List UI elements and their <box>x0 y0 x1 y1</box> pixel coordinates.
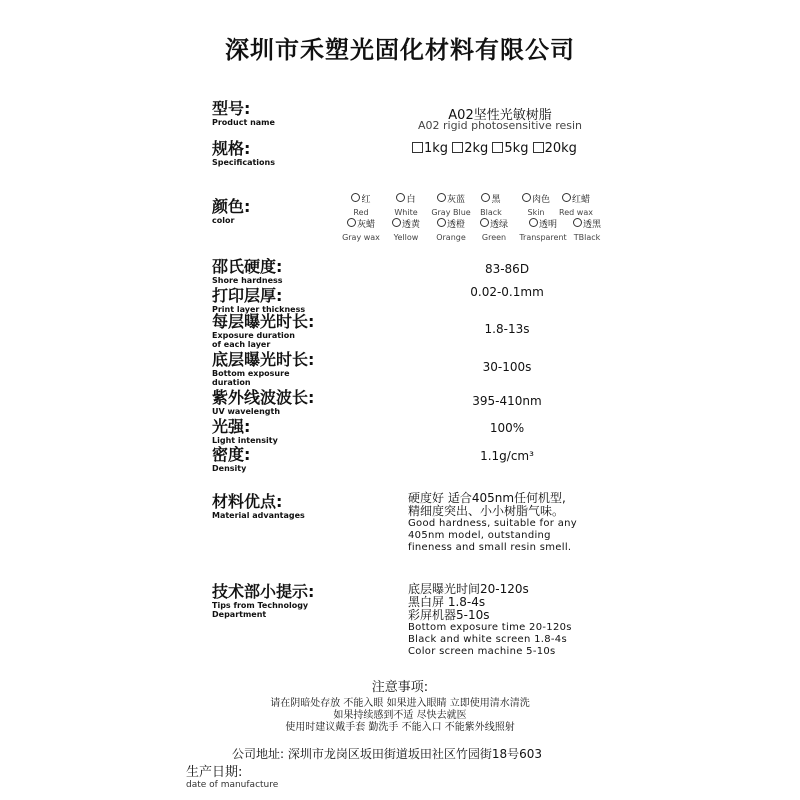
advantages-en-line: fineness and small resin smell. <box>408 542 572 553</box>
advantages-zh-line: 精细度突出、小小树脂气味。 <box>408 504 565 518</box>
radio-icon <box>392 218 401 227</box>
company-address <box>232 745 542 762</box>
tips-label <box>212 583 314 619</box>
color-option-skin[interactable]: 肉色 Skin <box>515 192 557 218</box>
color-option-red-wax[interactable]: 红蜡 Red wax <box>559 195 593 217</box>
radio-icon <box>573 218 582 227</box>
radio-icon <box>529 218 538 227</box>
checkbox-icon <box>452 142 463 153</box>
prop-label-en: duration <box>212 378 251 387</box>
advantages-zh-line: 硬度好 适合405nm任何机型, <box>408 491 566 505</box>
prop-value-bottom-exposure: 30-100s <box>482 360 532 374</box>
tips-zh-line: 底层曝光时间20-120s <box>408 582 529 596</box>
notice-line: 使用时建议戴手套 勤洗手 不能入口 不能紫外线照射 <box>285 722 515 733</box>
radio-icon <box>347 218 356 227</box>
spec-option-20kg[interactable]: 20kg <box>533 141 577 156</box>
prop-label-exposure-layer <box>212 313 314 349</box>
prop-label-en: Exposure duration <box>212 331 295 340</box>
production-label-zh: 生产日期: <box>186 765 243 780</box>
spec-option-5kg[interactable]: 5kg <box>492 141 528 156</box>
color-label-zh: 颜色: <box>212 197 251 216</box>
prop-label-zh: 光强: <box>212 417 251 436</box>
specs-label-en: Specifications <box>212 158 275 167</box>
color-option-gray-wax[interactable]: 灰蜡 Gray wax <box>342 220 380 242</box>
tips-label-zh: 技术部小提示: <box>212 582 315 601</box>
prop-label-zh: 邵氏硬度: <box>212 257 283 276</box>
model-label-en: Product name <box>212 118 275 127</box>
prop-label-zh: 紫外线波波长: <box>212 388 315 407</box>
tips-label-en: Department <box>212 610 267 619</box>
advantages-label <box>212 493 305 520</box>
color-options <box>340 192 610 242</box>
spec-options <box>412 141 577 156</box>
checkbox-icon <box>492 142 503 153</box>
radio-icon <box>522 193 531 202</box>
company-title: 深圳市禾塑光固化材料有限公司 <box>225 36 575 64</box>
notice-line: 请在阴暗处存放 不能入眼 如果进入眼睛 立即使用清水清洗 <box>270 698 530 709</box>
tips-en-line: Color screen machine 5-10s <box>408 646 556 657</box>
radio-icon <box>437 193 446 202</box>
prop-value-density: 1.1g/cm³ <box>480 449 534 463</box>
radio-icon <box>480 218 489 227</box>
prop-label-en: Bottom exposure <box>212 369 290 378</box>
radio-icon <box>351 193 360 202</box>
advantages-en-line: Good hardness, suitable for any <box>408 518 577 529</box>
checkbox-icon <box>533 142 544 153</box>
production-label-en: date of manufacture <box>186 780 279 790</box>
advantages-label-zh: 材料优点: <box>212 492 283 511</box>
color-option-orange[interactable]: 透橙 Orange <box>436 220 466 242</box>
prop-label-layer-thickness <box>212 287 305 314</box>
address-value: 深圳市龙岗区坂田街道坂田社区竹园街18号603 <box>287 747 543 761</box>
color-option-white[interactable]: 白 White <box>394 195 418 217</box>
prop-label-density <box>212 446 250 473</box>
prop-label-light-intensity <box>212 418 278 445</box>
tips-zh-line: 彩屏机器5-10s <box>408 608 490 622</box>
prop-label-zh: 底层曝光时长: <box>212 350 315 369</box>
model-value-zh: A02坚性光敏树脂 <box>448 108 552 123</box>
notice-line: 如果持续感到不适 尽快去就医 <box>333 710 467 721</box>
radio-icon <box>437 218 446 227</box>
prop-label-en: Density <box>212 464 247 473</box>
prop-value-light-intensity: 100% <box>489 421 525 435</box>
prop-value-uv-wavelength: 395-410nm <box>472 394 542 408</box>
spec-option-2kg[interactable]: 2kg <box>452 141 488 156</box>
color-option-red[interactable]: 红 Red <box>353 195 371 217</box>
color-label-en: color <box>212 216 235 225</box>
color-label <box>212 198 250 225</box>
tips-text <box>408 583 572 658</box>
model-value-en: A02 rigid photosensitive resin <box>417 119 583 132</box>
tips-zh-line: 黑白屏 1.8-4s <box>408 595 486 609</box>
color-option-black[interactable]: 黑 Black <box>480 195 502 217</box>
advantages-text <box>408 492 577 554</box>
color-option-transparent[interactable]: 透明 Transparent <box>519 220 567 242</box>
radio-icon <box>396 193 405 202</box>
prop-label-shore <box>212 258 283 285</box>
prop-label-en: Light intensity <box>212 436 278 445</box>
prop-value-exposure-layer: 1.8-13s <box>484 322 530 336</box>
radio-icon <box>562 193 571 202</box>
color-option-tblack[interactable]: 透黑 TBlack <box>573 220 601 242</box>
model-label <box>212 100 275 127</box>
color-option-yellow[interactable]: 透黄 Yellow <box>393 220 420 242</box>
production-date <box>186 766 278 790</box>
specs-label-zh: 规格: <box>212 139 251 158</box>
radio-icon <box>481 193 490 202</box>
prop-label-en: of each layer <box>212 340 271 349</box>
color-option-green[interactable]: 透绿 Green <box>481 220 508 242</box>
prop-label-uv-wavelength <box>212 389 314 416</box>
prop-label-en: UV wavelength <box>212 407 281 416</box>
color-option-gray-blue[interactable]: 灰蓝 Gray Blue <box>431 195 471 217</box>
tips-label-en: Tips from Technology <box>212 601 309 610</box>
prop-label-zh: 每层曝光时长: <box>212 312 315 331</box>
specs-label <box>212 140 275 167</box>
tips-en-line: Black and white screen 1.8-4s <box>408 634 567 645</box>
address-label: 公司地址: <box>232 747 285 761</box>
prop-value-shore: 83-86D <box>484 262 530 276</box>
tips-en-line: Bottom exposure time 20-120s <box>408 622 572 633</box>
advantages-en-line: 405nm model, outstanding <box>408 530 551 541</box>
checkbox-icon <box>412 142 423 153</box>
prop-label-en: Shore hardness <box>212 276 283 285</box>
prop-label-zh: 打印层厚: <box>212 286 283 305</box>
advantages-label-en: Material advantages <box>212 511 305 520</box>
prop-label-bottom-exposure <box>212 351 314 387</box>
prop-label-zh: 密度: <box>212 445 251 464</box>
model-label-zh: 型号: <box>212 99 251 118</box>
prop-label-en: Print layer thickness <box>212 305 306 314</box>
notice-title: 注意事项: <box>371 680 429 695</box>
prop-value-layer-thickness: 0.02-0.1mm <box>470 285 544 299</box>
spec-option-1kg[interactable]: 1kg <box>412 141 448 156</box>
